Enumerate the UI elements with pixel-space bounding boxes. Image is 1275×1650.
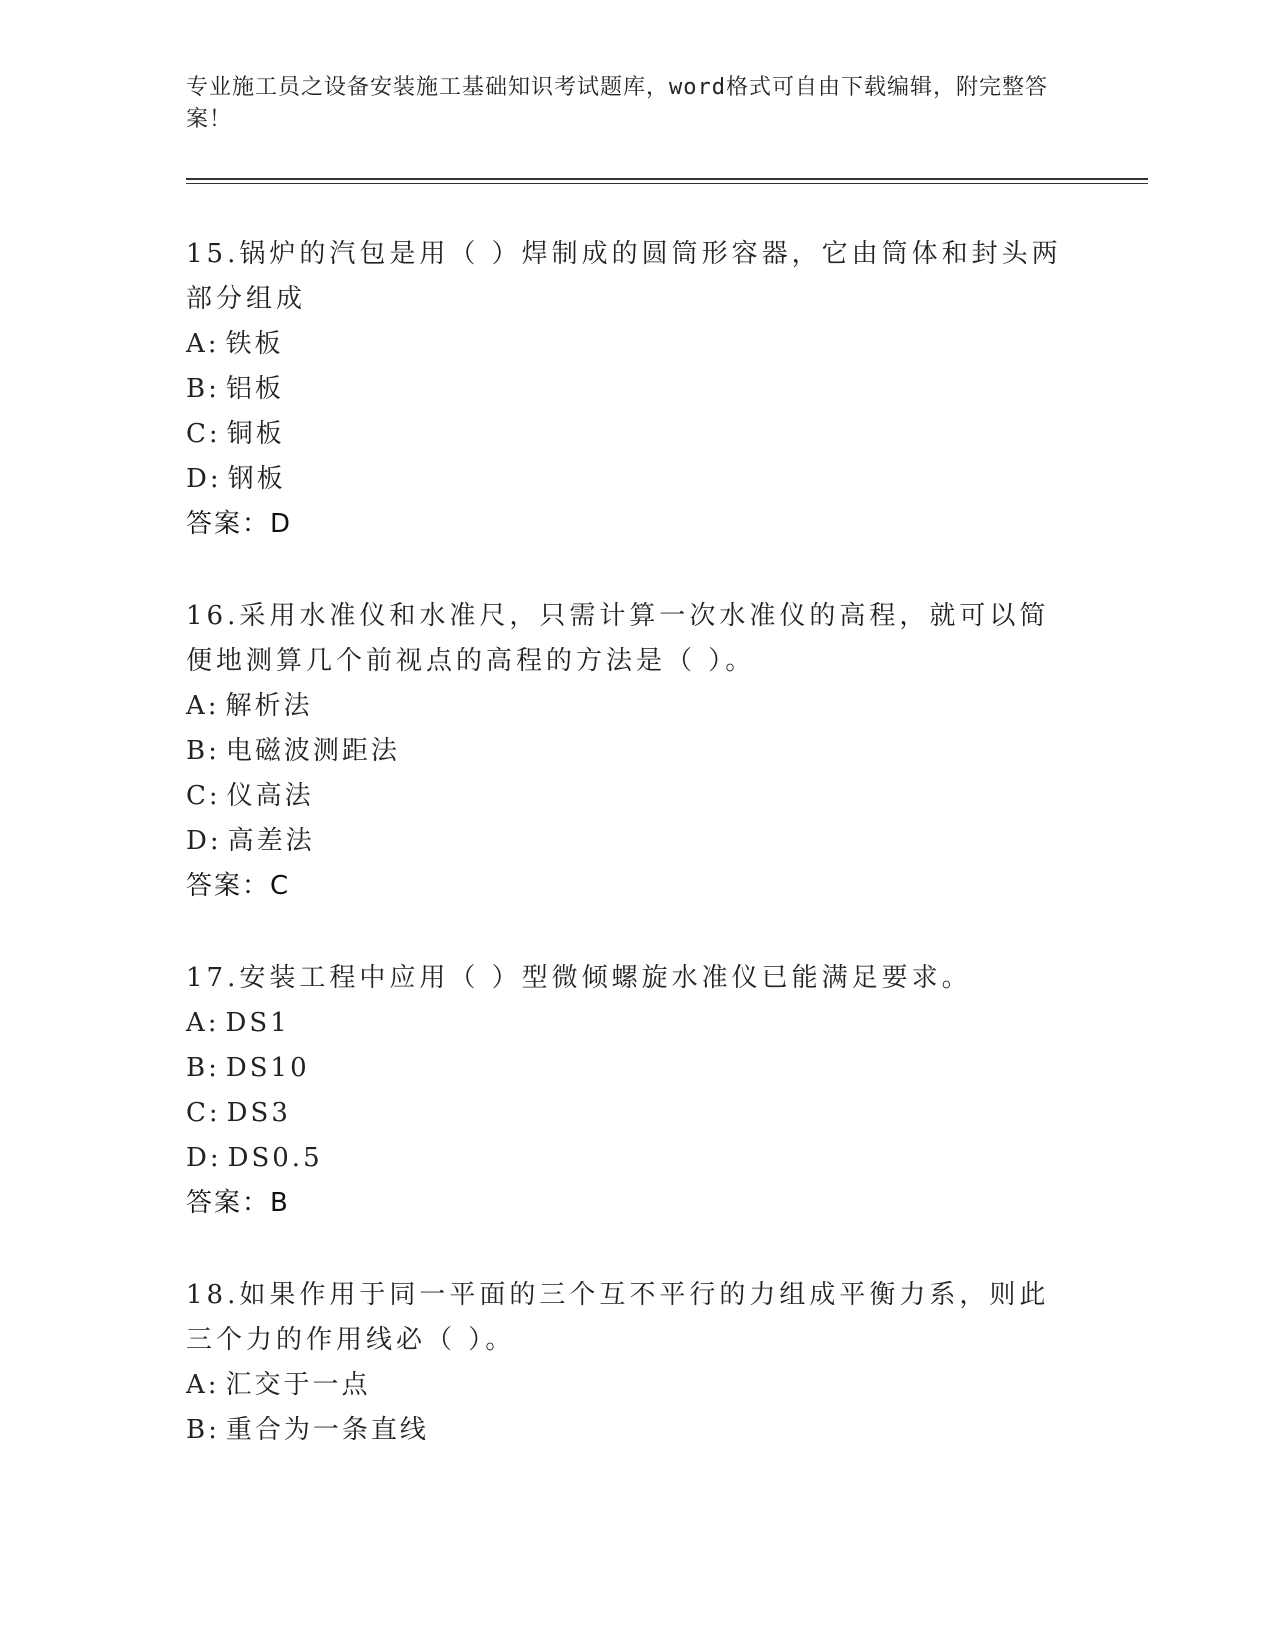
option-text: DS0.5 [227, 1143, 323, 1173]
option-c [186, 412, 1086, 457]
option-letter: B: [186, 736, 220, 766]
option-b [186, 1408, 1086, 1453]
option-letter: C: [186, 1098, 221, 1128]
option-d [186, 819, 1086, 864]
option-letter: D: [186, 826, 222, 856]
answer-line: 答案：D [186, 509, 293, 539]
option-b [186, 367, 1086, 412]
option-letter: D: [186, 1143, 222, 1173]
option-d [186, 457, 1086, 502]
option-text: DS3 [226, 1098, 291, 1128]
document-header: 专业施工员之设备安装施工基础知识考试题库，word格式可自由下载编辑，附完整答案！ [186, 75, 1048, 132]
option-letter: A: [186, 1008, 220, 1038]
header-divider-thin [186, 183, 1148, 184]
option-letter: B: [186, 1053, 220, 1083]
question-list [186, 232, 1086, 1500]
header-divider-thick [186, 178, 1148, 180]
question-16 [186, 594, 1086, 909]
option-a [186, 1363, 1086, 1408]
option-text: 仪高法 [226, 781, 314, 811]
option-letter: A: [186, 329, 220, 359]
option-text: 电磁波测距法 [225, 736, 400, 766]
option-a [186, 322, 1086, 367]
answer-line: 答案：C [186, 871, 291, 901]
question-17 [186, 956, 1086, 1226]
question-15 [186, 232, 1086, 547]
option-letter: B: [186, 374, 220, 404]
question-18 [186, 1273, 1086, 1453]
option-letter: C: [186, 419, 221, 449]
option-letter: B: [186, 1415, 220, 1445]
option-a [186, 1001, 1086, 1046]
option-text: 解析法 [225, 691, 313, 721]
option-letter: A: [186, 691, 220, 721]
question-stem: 15.锅炉的汽包是用（ ）焊制成的圆筒形容器，它由筒体和封头两部分组成 [186, 239, 1062, 314]
question-stem: 16.采用水准仪和水准尺，只需计算一次水准仪的高程，就可以简便地测算几个前视点的高程的方法是（ ）。 [186, 601, 1050, 676]
option-c [186, 1091, 1086, 1136]
option-a [186, 684, 1086, 729]
option-text: 铜板 [226, 419, 285, 449]
option-text: DS10 [225, 1053, 310, 1083]
option-text: 汇交于一点 [225, 1370, 371, 1400]
option-letter: A: [186, 1370, 220, 1400]
option-c [186, 774, 1086, 819]
option-d [186, 1136, 1086, 1181]
option-text: 钢板 [227, 464, 286, 494]
option-letter: D: [186, 464, 222, 494]
question-stem: 18.如果作用于同一平面的三个互不平行的力组成平衡力系，则此三个力的作用线必（ ）。 [186, 1280, 1050, 1355]
option-text: 高差法 [227, 826, 315, 856]
question-stem: 17.安装工程中应用（ ）型微倾螺旋水准仪已能满足要求。 [186, 963, 972, 993]
option-b [186, 1046, 1086, 1091]
answer-line: 答案：B [186, 1188, 290, 1218]
option-b [186, 729, 1086, 774]
option-text: 重合为一条直线 [225, 1415, 429, 1445]
option-letter: C: [186, 781, 221, 811]
option-text: 铁板 [225, 329, 284, 359]
option-text: DS1 [225, 1008, 290, 1038]
option-text: 铝板 [225, 374, 284, 404]
